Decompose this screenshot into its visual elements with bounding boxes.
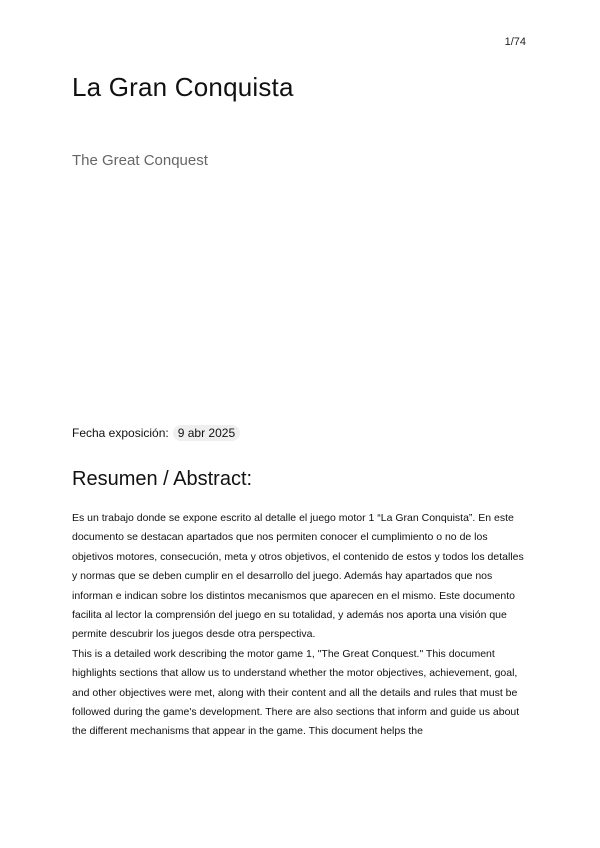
abstract-heading: Resumen / Abstract: (72, 468, 253, 490)
document-title: La Gran Conquista (72, 72, 294, 102)
abstract-english: This is a detailed work describing the motor game 1, "The Great Conquest." This document highlights sections that allow us to understand whether the motor objectives, achievement, goal, and other objectives were met, along with their content and all the details and rules that must be followed during the game's development. There are also sections that inform and guide us about the different mechanisms that appear in the game. This document helps the (72, 647, 520, 738)
page-number: 1/74 (504, 36, 526, 48)
exposition-date-chip[interactable]: 9 abr 2025 (173, 425, 240, 441)
document-subtitle: The Great Conquest (72, 152, 208, 169)
exposition-date-label: Fecha exposición: (72, 426, 169, 440)
abstract-body (72, 509, 528, 742)
exposition-date-row (72, 425, 240, 441)
abstract-spanish: Es un trabajo donde se expone escrito al detalle el juego motor 1 “La Gran Conquista”. En este documento se destacan apartados que nos permiten conocer el cumplimiento o no de los objetivos motores, consecución, meta y otros objetivos, el contenido de estos y todos los detalles y normas que se deben cumplir en el desarrollo del juego. Además hay apartados que nos informan e indican sobre los distintos mecanismos que aparecen en el mismo. Este documento facilita al lector la comprensión del juego en su totalidad, y además nos aporta una visión que permite descubrir los juegos desde otra perspectiva. (72, 512, 524, 641)
